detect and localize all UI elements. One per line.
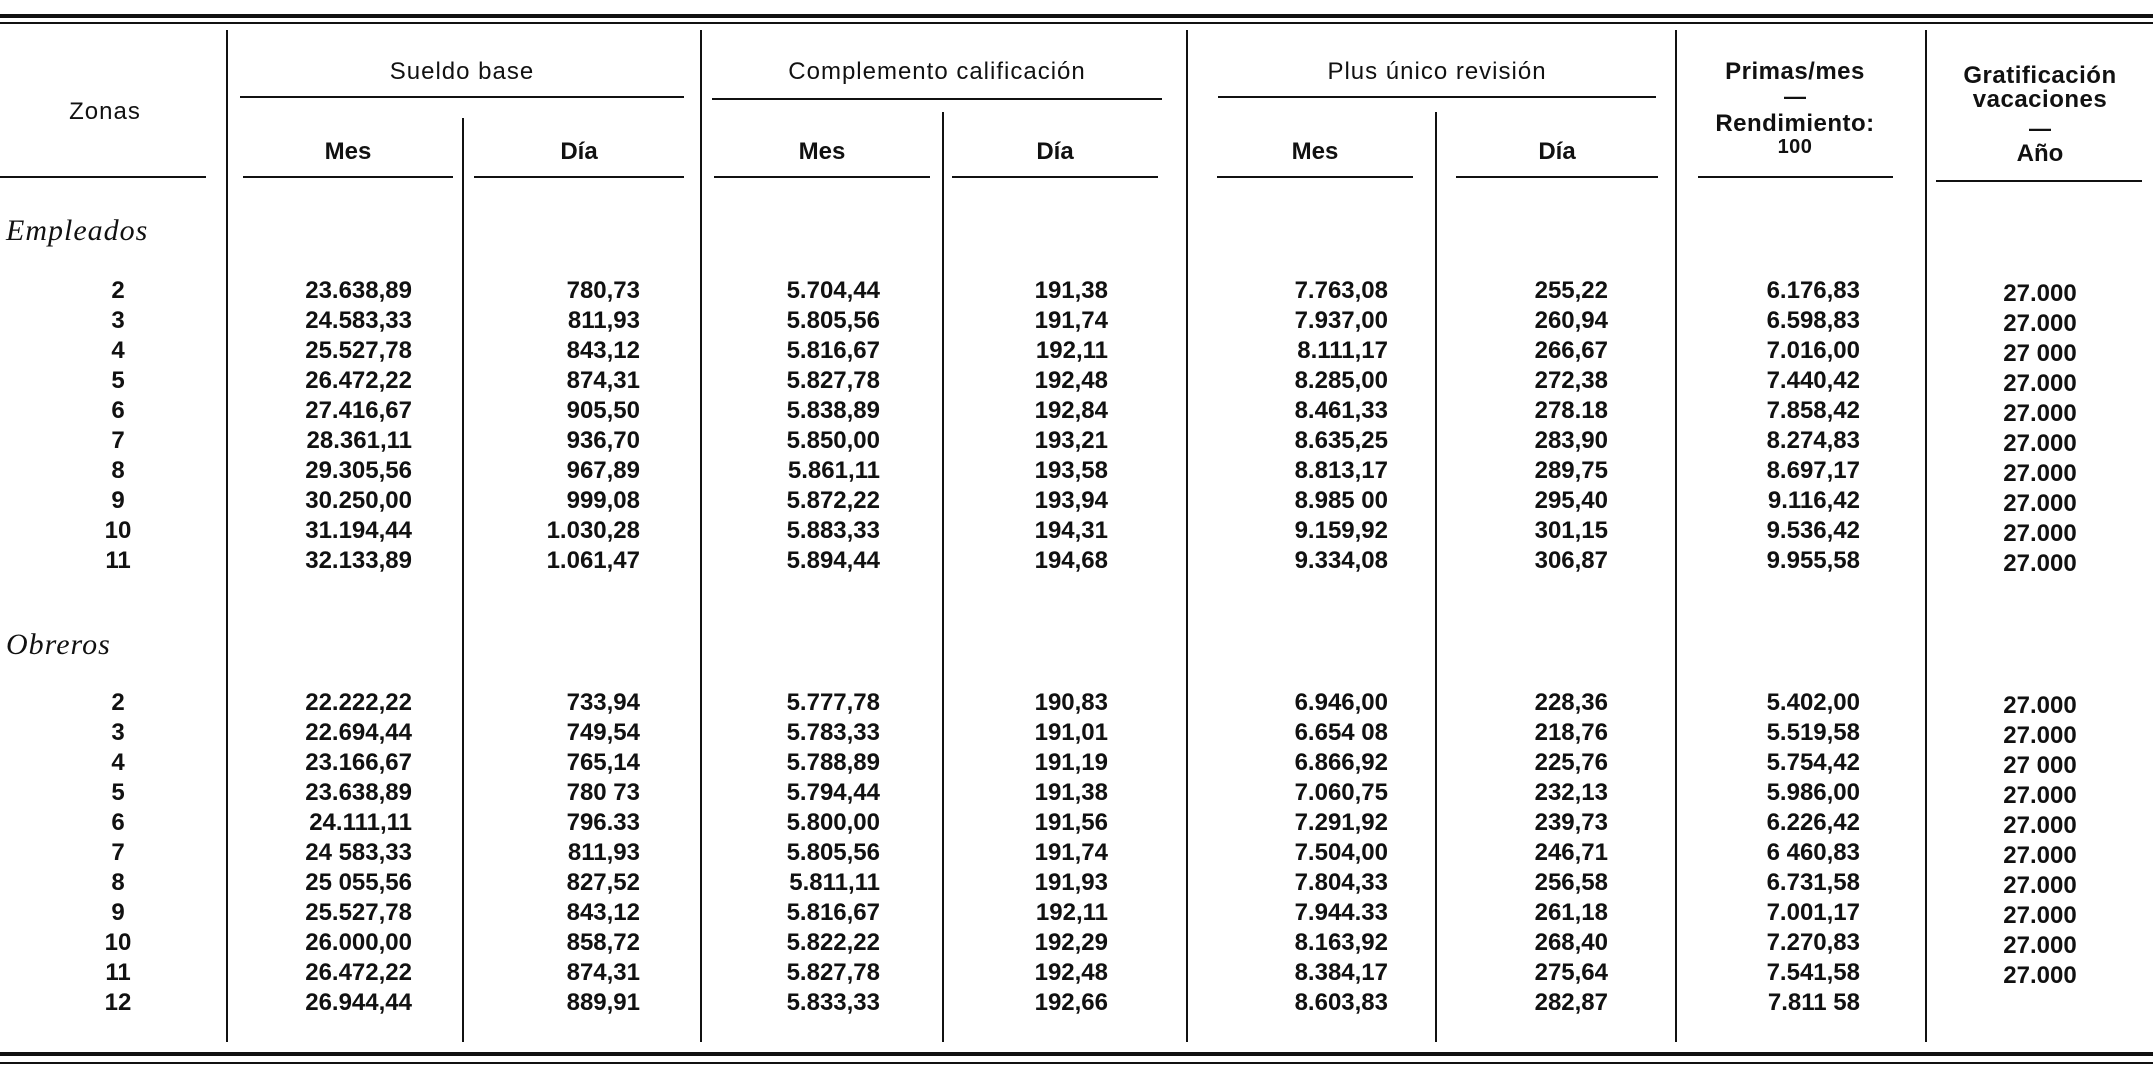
plus-mes-rule (1217, 176, 1413, 178)
table-cell: 8.384,17 (1294, 959, 1388, 986)
table-cell: 192,48 (1034, 367, 1108, 394)
header-gratificacion: Gratificación (1963, 62, 2117, 89)
table-cell: 765,14 (566, 749, 640, 776)
table-cell: 8.697,17 (1766, 457, 1860, 484)
table-cell: 23.166,67 (305, 749, 412, 776)
divider-zonas (226, 30, 228, 1042)
table-cell: 843,12 (566, 337, 640, 364)
table-cell: 5.827,78 (786, 959, 880, 986)
header-primas: Primas/mes (1725, 58, 1865, 85)
top-rule-inner (0, 22, 2153, 24)
table-cell: 5.800,00 (786, 809, 880, 836)
table-cell: 8.813,17 (1294, 457, 1388, 484)
bottom-rule (0, 1052, 2153, 1056)
table-cell: 192,11 (1035, 899, 1108, 926)
table-cell: 7.937,00 (1294, 307, 1388, 334)
table-cell: 8.163,92 (1294, 929, 1388, 956)
table-cell: 7.270,83 (1766, 929, 1860, 956)
table-cell: 7.001,17 (1766, 899, 1860, 926)
subheader-comp-mes: Mes (798, 138, 846, 165)
table-cell: 255,22 (1534, 277, 1608, 304)
table-cell: 749,54 (566, 719, 640, 746)
table-cell: 5.783,33 (786, 719, 880, 746)
table-cell: 7 (111, 427, 125, 454)
table-cell: 7.016,00 (1766, 337, 1860, 364)
table-cell: 9.955,58 (1766, 547, 1860, 574)
table-cell: 191,19 (1034, 749, 1108, 776)
table-cell: 192,48 (1034, 959, 1108, 986)
obreros-comp-mes-col (730, 688, 880, 1018)
plus-dia-rule (1456, 176, 1658, 178)
obreros-plus-dia-col (1480, 688, 1608, 1018)
table-cell: 282,87 (1534, 989, 1608, 1016)
table-cell: 8.274,83 (1766, 427, 1860, 454)
table-cell: 24.583,33 (305, 307, 412, 334)
table-cell: 9 (111, 487, 125, 514)
table-cell: 27.000 (2003, 310, 2077, 337)
table-cell: 5.805,56 (786, 839, 880, 866)
table-cell: 6.946,00 (1294, 689, 1388, 716)
table-cell: 239,73 (1534, 809, 1608, 836)
table-cell: 27.000 (2003, 902, 2077, 929)
table-cell: 191,38 (1034, 779, 1108, 806)
table-cell: 6.731,58 (1766, 869, 1860, 896)
table-cell: 23.638,89 (305, 277, 412, 304)
divider-plus-mes-dia (1435, 112, 1437, 1042)
table-cell: 6.654 08 (1294, 719, 1388, 746)
table-cell: 6 460,83 (1766, 839, 1860, 866)
comp-dia-rule (952, 176, 1158, 178)
table-cell: 27.000 (2003, 460, 2077, 487)
header-zonas: Zonas (69, 98, 141, 125)
table-cell: 268,40 (1534, 929, 1608, 956)
table-cell: 30.250,00 (305, 487, 412, 514)
table-cell: 5.883,33 (786, 517, 880, 544)
table-cell: 5.861,11 (787, 457, 880, 484)
table-cell: 7.504,00 (1294, 839, 1388, 866)
table-cell: 7.804,33 (1294, 869, 1388, 896)
table-cell: 191,01 (1034, 719, 1108, 746)
table-cell: 905,50 (566, 397, 640, 424)
table-cell: 27.000 (2003, 490, 2077, 517)
table-cell: 889,91 (566, 989, 640, 1016)
table-cell: 733,94 (566, 689, 640, 716)
table-cell: 6 (111, 397, 125, 424)
table-cell: 266,67 (1534, 337, 1608, 364)
table-cell: 5.754,42 (1766, 749, 1860, 776)
table-cell: 5 (111, 779, 125, 806)
table-cell: 27.000 (2003, 932, 2077, 959)
obreros-zonas-col (70, 688, 166, 1018)
divider-sueldo-mes-dia (462, 118, 464, 1042)
empleados-plus-mes-col (1230, 276, 1388, 576)
primas-rule (1698, 176, 1893, 178)
zonas-rule (0, 176, 206, 178)
table-cell: 225,76 (1534, 749, 1608, 776)
table-cell: 1.061,47 (546, 547, 640, 574)
header-ano: Año (2016, 140, 2064, 167)
table-cell: 232,13 (1534, 779, 1608, 806)
table-cell: 5.850,00 (786, 427, 880, 454)
table-cell: 5.822,22 (786, 929, 880, 956)
table-cell: 283,90 (1534, 427, 1608, 454)
table-cell: 5.402,00 (1766, 689, 1860, 716)
table-cell: 27.000 (2003, 782, 2077, 809)
table-cell: 5.811,11 (789, 869, 880, 896)
subheader-sueldo-dia: Día (560, 138, 598, 165)
comp-group-rule (712, 98, 1162, 100)
table-cell: 4 (111, 337, 125, 364)
table-cell: 8.285,00 (1294, 367, 1388, 394)
table-cell: 843,12 (566, 899, 640, 926)
table-cell: 5 (111, 367, 125, 394)
table-cell: 193,21 (1034, 427, 1108, 454)
table-cell: 5.816,67 (786, 899, 880, 926)
table-cell: 8 (111, 869, 125, 896)
subheader-plus-dia: Día (1538, 138, 1576, 165)
table-cell: 7.291,92 (1294, 809, 1388, 836)
header-sueldo-base: Sueldo base (389, 58, 535, 85)
table-cell: 8.461,33 (1294, 397, 1388, 424)
table-cell: 5.794,44 (786, 779, 880, 806)
table-cell: 27 000 (2003, 340, 2077, 367)
header-ano-dash: — (2029, 116, 2051, 141)
table-cell: 26.944,44 (305, 989, 412, 1016)
table-cell: 25.527,78 (305, 899, 412, 926)
divider-plus (1675, 30, 1677, 1042)
table-cell: 27.000 (2003, 280, 2077, 307)
table-cell: 6 (111, 809, 125, 836)
empleados-gratificacion-col (1960, 279, 2120, 579)
table-cell: 295,40 (1534, 487, 1608, 514)
table-cell: 27.000 (2003, 842, 2077, 869)
subheader-comp-dia: Día (1036, 138, 1074, 165)
table-cell: 5.838,89 (786, 397, 880, 424)
table-cell: 193,94 (1034, 487, 1108, 514)
table-cell: 5.827,78 (786, 367, 880, 394)
table-cell: 10 (104, 929, 132, 956)
table-cell (1960, 991, 2120, 1021)
table-cell: 22.222,22 (305, 689, 412, 716)
table-cell: 1.030,28 (546, 517, 640, 544)
table-cell: 5.833,33 (786, 989, 880, 1016)
sueldo-dia-rule (474, 176, 684, 178)
table-cell: 5.805,56 (786, 307, 880, 334)
table-cell: 10 (104, 517, 132, 544)
table-cell: 7.541,58 (1766, 959, 1860, 986)
empleados-primas-col (1700, 276, 1860, 576)
table-cell: 9.159,92 (1294, 517, 1388, 544)
table-cell: 191,56 (1034, 809, 1108, 836)
table-cell: 8 (111, 457, 125, 484)
divider-primas (1925, 30, 1927, 1042)
table-cell: 26.472,22 (305, 367, 412, 394)
table-cell: 858,72 (566, 929, 640, 956)
comp-mes-rule (714, 176, 930, 178)
table-cell: 24.111,11 (309, 809, 412, 836)
table-cell: 9.536,42 (1766, 517, 1860, 544)
table-cell: 12 (104, 989, 132, 1016)
table-cell: 27.000 (2003, 872, 2077, 899)
table-cell: 218,76 (1534, 719, 1608, 746)
table-cell: 25 055,56 (305, 869, 412, 896)
table-cell: 6.176,83 (1766, 277, 1860, 304)
table-cell: 190,83 (1034, 689, 1108, 716)
table-cell: 26.472,22 (305, 959, 412, 986)
table-cell: 191,38 (1034, 277, 1108, 304)
table-cell: 3 (111, 719, 125, 746)
table-cell: 192,29 (1034, 929, 1108, 956)
table-cell: 4 (111, 749, 125, 776)
section-title-obreros: Obreros (6, 628, 111, 661)
table-cell: 27.000 (2003, 550, 2077, 577)
table-cell: 6.866,92 (1294, 749, 1388, 776)
table-cell: 191,74 (1034, 839, 1108, 866)
table-cell: 780,73 (566, 277, 640, 304)
table-cell: 7.858,42 (1766, 397, 1860, 424)
table-cell: 260,94 (1534, 307, 1608, 334)
table-cell: 27.416,67 (305, 397, 412, 424)
empleados-plus-dia-col (1480, 276, 1608, 576)
header-plus: Plus único revisión (1327, 58, 1547, 85)
table-cell: 22.694,44 (305, 719, 412, 746)
table-cell: 27.000 (2003, 722, 2077, 749)
section-title-empleados: Empleados (6, 214, 149, 247)
table-cell: 796.33 (566, 809, 640, 836)
sueldo-group-rule (240, 96, 684, 98)
table-cell: 256,58 (1534, 869, 1608, 896)
table-cell: 24 583,33 (305, 839, 412, 866)
empleados-comp-mes-col (730, 276, 880, 576)
table-cell: 306,87 (1534, 547, 1608, 574)
divider-sueldo (700, 30, 702, 1042)
table-cell: 27 000 (2003, 752, 2077, 779)
empleados-sueldo-mes-col (236, 276, 412, 576)
table-cell: 7.440,42 (1766, 367, 1860, 394)
sueldo-mes-rule (243, 176, 453, 178)
table-cell: 246,71 (1534, 839, 1608, 866)
table-cell: 7.811 58 (1767, 989, 1860, 1016)
table-cell: 780 73 (566, 779, 640, 806)
table-cell: 5.788,89 (786, 749, 880, 776)
table-cell: 967,89 (566, 457, 640, 484)
table-cell: 289,75 (1534, 457, 1608, 484)
table-cell: 23.638,89 (305, 779, 412, 806)
grat-rule (1936, 180, 2142, 182)
table-cell: 32.133,89 (305, 547, 412, 574)
header-rendimiento-value: 100 (1777, 136, 1813, 158)
table-cell: 7 (111, 839, 125, 866)
table-cell: 811,93 (567, 839, 640, 866)
header-complemento: Complemento calificación (788, 58, 1086, 85)
table-cell: 27.000 (2003, 812, 2077, 839)
table-cell: 999,08 (566, 487, 640, 514)
table-cell: 5.704,44 (786, 277, 880, 304)
table-cell: 5.519,58 (1766, 719, 1860, 746)
bottom-rule-inner (0, 1062, 2153, 1064)
empleados-sueldo-dia-col (470, 276, 640, 576)
obreros-primas-col (1700, 688, 1860, 1018)
table-cell: 228,36 (1534, 689, 1608, 716)
table-cell: 192,66 (1034, 989, 1108, 1016)
table-cell: 8.111,17 (1297, 337, 1388, 364)
table-cell: 192,11 (1035, 337, 1108, 364)
table-cell: 28.361,11 (306, 427, 412, 454)
table-cell: 191,93 (1034, 869, 1108, 896)
obreros-comp-dia-col (970, 688, 1108, 1018)
divider-complemento (1186, 30, 1188, 1042)
obreros-sueldo-mes-col (236, 688, 412, 1018)
table-cell: 26.000,00 (305, 929, 412, 956)
table-cell: 3 (111, 307, 125, 334)
table-cell: 2 (111, 689, 125, 716)
table-cell: 11 (105, 959, 131, 986)
obreros-plus-mes-col (1230, 688, 1388, 1018)
table-cell: 936,70 (566, 427, 640, 454)
table-cell: 301,15 (1534, 517, 1608, 544)
table-cell: 194,68 (1034, 547, 1108, 574)
empleados-comp-dia-col (970, 276, 1108, 576)
table-cell: 27.000 (2003, 520, 2077, 547)
table-cell: 874,31 (566, 367, 640, 394)
table-cell: 5.986,00 (1766, 779, 1860, 806)
table-cell: 25.527,78 (305, 337, 412, 364)
plus-group-rule (1218, 96, 1656, 98)
obreros-sueldo-dia-col (470, 688, 640, 1018)
table-cell: 7.763,08 (1294, 277, 1388, 304)
table-cell: 27.000 (2003, 430, 2077, 457)
table-cell: 9.116,42 (1767, 487, 1860, 514)
table-cell: 261,18 (1534, 899, 1608, 926)
empleados-zonas-col (70, 276, 166, 576)
table-cell: 7.060,75 (1294, 779, 1388, 806)
table-cell: 11 (105, 547, 131, 574)
table-cell: 31.194,44 (305, 517, 412, 544)
table-cell: 827,52 (566, 869, 640, 896)
table-cell: 811,93 (567, 307, 640, 334)
table-cell: 275,64 (1534, 959, 1608, 986)
table-cell: 194,31 (1034, 517, 1108, 544)
table-cell: 5.816,67 (786, 337, 880, 364)
table-cell: 874,31 (566, 959, 640, 986)
table-cell: 193,58 (1034, 457, 1108, 484)
table-cell: 29.305,56 (305, 457, 412, 484)
header-primas-dash: — (1784, 84, 1806, 109)
table-cell: 272,38 (1534, 367, 1608, 394)
table-cell: 9.334,08 (1294, 547, 1388, 574)
table-cell: 7.944.33 (1294, 899, 1388, 926)
table-cell: 2 (111, 277, 125, 304)
obreros-gratificacion-col (1960, 691, 2120, 1021)
divider-comp-mes-dia (942, 112, 944, 1042)
table-cell: 192,84 (1034, 397, 1108, 424)
table-cell: 8.603,83 (1294, 989, 1388, 1016)
table-cell: 27.000 (2003, 400, 2077, 427)
table-cell: 191,74 (1034, 307, 1108, 334)
header-rendimiento: Rendimiento: (1715, 110, 1875, 137)
table-cell: 27.000 (2003, 692, 2077, 719)
table-cell: 5.894,44 (786, 547, 880, 574)
table-cell: 8.635,25 (1294, 427, 1388, 454)
subheader-plus-mes: Mes (1291, 138, 1339, 165)
table-cell: 6.598,83 (1766, 307, 1860, 334)
top-rule (0, 14, 2153, 18)
table-cell: 278.18 (1534, 397, 1608, 424)
subheader-sueldo-mes: Mes (324, 138, 372, 165)
header-vacaciones: vacaciones (1972, 86, 2108, 113)
table-cell: 8.985 00 (1294, 487, 1388, 514)
table-cell: 5.777,78 (786, 689, 880, 716)
table-cell: 5.872,22 (786, 487, 880, 514)
table-cell: 27.000 (2003, 370, 2077, 397)
table-cell: 27.000 (2003, 962, 2077, 989)
table-cell: 6.226,42 (1766, 809, 1860, 836)
table-cell: 9 (111, 899, 125, 926)
